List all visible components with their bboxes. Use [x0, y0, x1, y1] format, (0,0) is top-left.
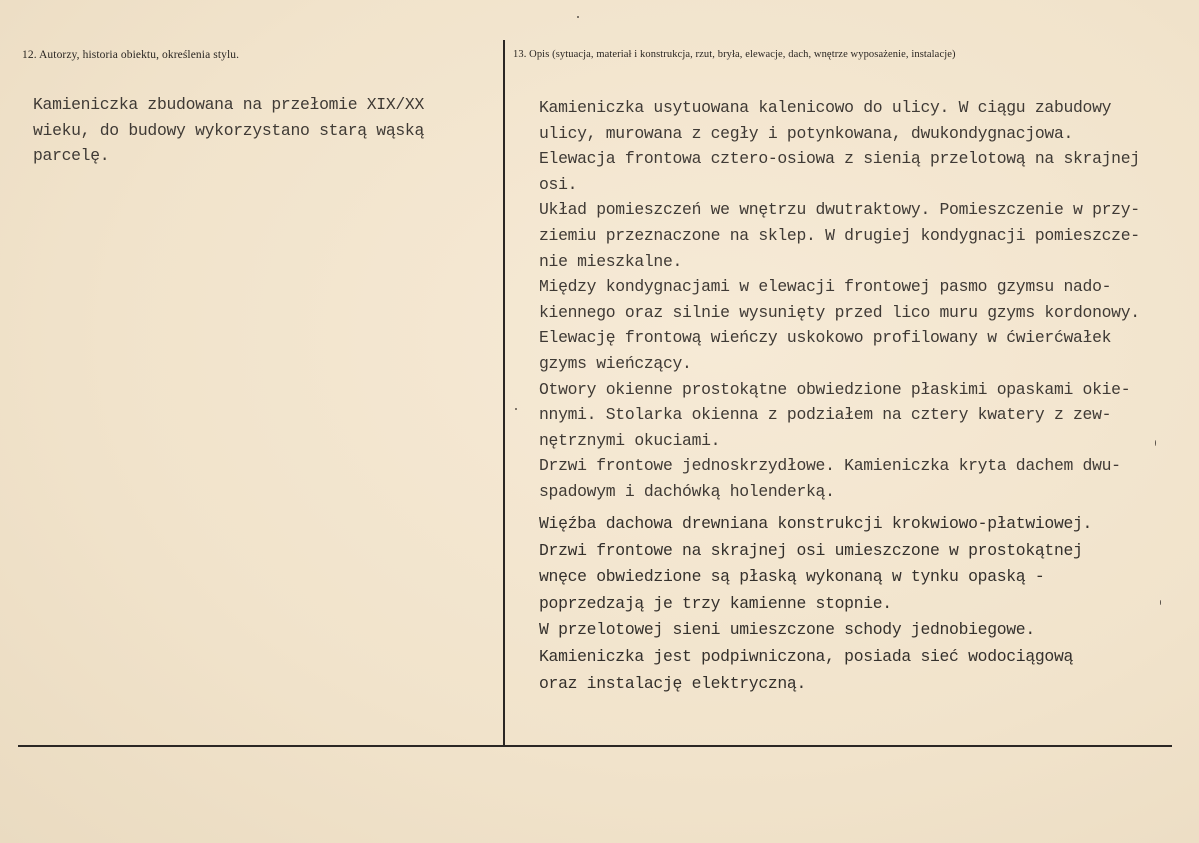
paper-speck — [577, 16, 579, 18]
text-line: Elewację frontową wieńczy uskokowo profilowany w ćwierćwałek — [539, 328, 1112, 348]
text-line: kiennego oraz silnie wysunięty przed lico muru gzyms kordonowy. — [539, 302, 1140, 322]
text-line: ulicy, murowana z cegły i potynkowana, dwukondygnacjowa. — [539, 123, 1074, 143]
section-13-header: 13. Opis (sytuacja, materiał i konstrukcja, rzut, bryła, elewacje, dach, wnętrze wyposażenie, instalacje) — [513, 49, 956, 60]
section-13-text-part-1 — [539, 95, 1140, 505]
text-line: poprzedzają je trzy kamienne stopnie. — [539, 593, 892, 613]
section-13-text-part-2 — [539, 511, 1092, 697]
text-line: Drzwi frontowe jednoskrzydłowe. Kamieniczka kryta dachem dwu- — [539, 456, 1121, 476]
text-line: wieku, do budowy wykorzystano starą wąską — [33, 120, 424, 140]
text-line: W przelotowej sieni umieszczone schody jednobiegowe. — [539, 620, 1035, 640]
text-line: Kamieniczka usytuowana kalenicowo do ulicy. W ciągu zabudowy — [539, 98, 1112, 117]
text-line: Więźba dachowa drewniana konstrukcji krokwiowo-płatwiowej. — [539, 514, 1093, 533]
text-line: Układ pomieszczeń we wnętrzu dwutraktowy. Pomieszczenie w przy- — [539, 200, 1140, 220]
text-line: osi. — [539, 174, 578, 194]
text-line: oraz instalację elektryczną. — [539, 673, 807, 693]
text-line: Kamieniczka zbudowana na przełomie XIX/XX — [33, 95, 424, 114]
text-line: nętrznymi okuciami. — [539, 430, 721, 450]
paper-speck — [1155, 440, 1156, 446]
text-line: parcelę. — [33, 146, 110, 166]
section-12-text — [33, 92, 424, 169]
column-divider — [503, 40, 505, 746]
text-line: Kamieniczka jest podpiwniczona, posiada sieć wodociągową — [539, 646, 1074, 666]
text-line: nie mieszkalne. — [539, 251, 683, 271]
paper-speck — [515, 408, 517, 410]
text-line: Elewacja frontowa cztero-osiowa z sienią przelotową na skrajnej — [539, 149, 1140, 169]
text-line: nnymi. Stolarka okienna z podziałem na cztery kwatery z zew- — [539, 405, 1112, 425]
text-line: Między kondygnacjami w elewacji frontowej pasmo gzymsu nado- — [539, 277, 1112, 297]
text-line: spadowym i dachówką holenderką. — [539, 481, 835, 501]
section-12-header: 12. Autorzy, historia obiektu, określenia stylu. — [22, 49, 240, 61]
bottom-rule — [18, 745, 1172, 747]
text-line: ziemiu przeznaczone na sklep. W drugiej kondygnacji pomieszcze- — [539, 225, 1140, 245]
text-line: wnęce obwiedzione są płaską wykonaną w tynku opaską - — [539, 567, 1045, 587]
paper-speck — [1160, 600, 1161, 605]
text-line: gzyms wieńczący. — [539, 353, 692, 373]
text-line: Drzwi frontowe na skrajnej osi umieszczone w prostokątnej — [539, 540, 1083, 560]
text-line: Otwory okienne prostokątne obwiedzione płaskimi opaskami okie- — [539, 379, 1131, 399]
